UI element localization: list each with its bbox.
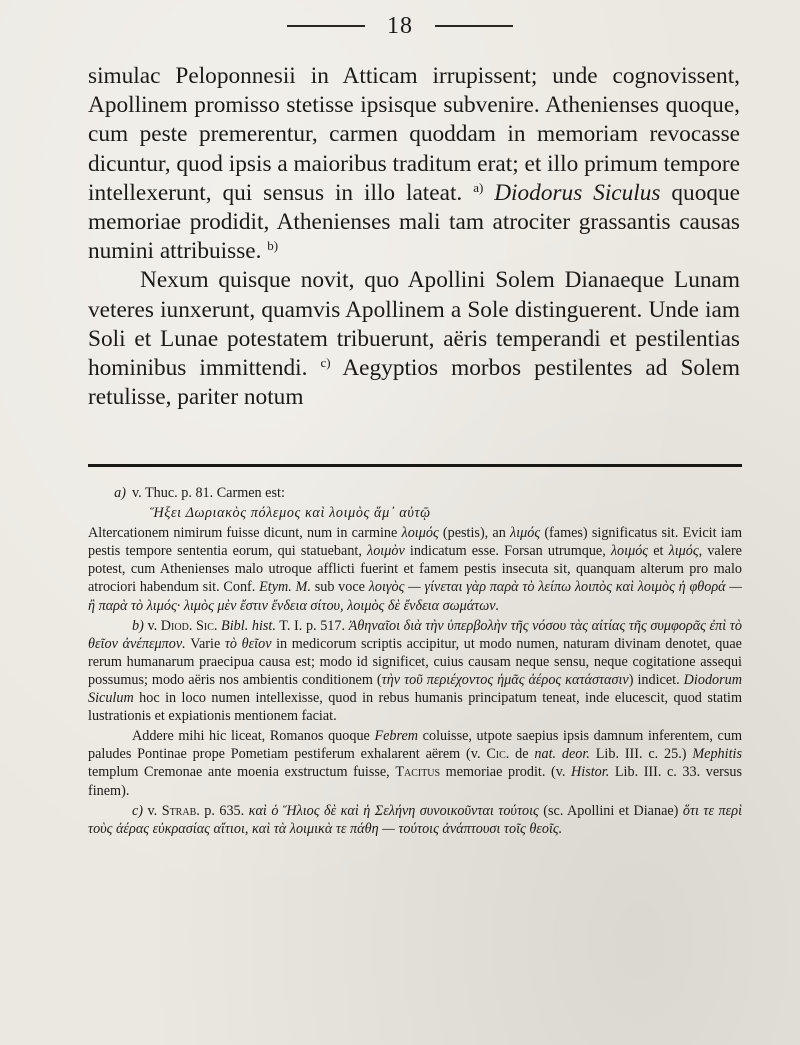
text-run: templum Cremonae ante moenia exstructum fuisse, bbox=[88, 764, 396, 781]
text-run: Lib. III. c. 33. versus finem). bbox=[88, 764, 742, 799]
text-run: λοιμός bbox=[401, 525, 439, 542]
text-run: in medicorum scriptis accipitur, ut modo numen, naturam divinam denotet, quae rerum humanarum praecipua causa est; modo id significet, cuius causam neque sensu, neque cogitatione assequi possumus; modo aëris nos ambientis conditionem ( bbox=[88, 635, 742, 688]
footnote-a-mark: a) bbox=[114, 485, 126, 501]
paragraph-1 bbox=[88, 62, 740, 266]
text-run: sub voce bbox=[310, 579, 369, 596]
text-run: Nexum quisque novit, quo Apollini Solem Dianaeque Lunam veteres iunxerunt, quamvis Apollinem a Sole distinguerent. Unde iam Soli et Lunae potestatem tribuerunt, aëris temperandi et pestilentias hominibus immittendi. bbox=[88, 267, 740, 382]
text-run: Strab. bbox=[161, 802, 200, 819]
footnote-b-mark: b) bbox=[132, 617, 144, 634]
text-run: p. 635. bbox=[199, 802, 249, 819]
text-run: Bibl. hist. bbox=[221, 617, 276, 634]
text-run: T. I. p. 517. bbox=[275, 617, 349, 634]
footnote-a-body bbox=[88, 524, 742, 614]
text-run: et bbox=[648, 543, 669, 560]
page-header bbox=[0, 6, 800, 46]
footnote-a-greek-verse: Ἥξει Δωριακὸς πόλεμος καὶ λοιμὸς ἅμ᾽ αὐτῷ bbox=[150, 505, 431, 522]
text-run: Etym. M. bbox=[259, 579, 311, 596]
text-run: λιμός bbox=[510, 525, 541, 542]
footnote-a-ref: v. Thuc. p. 81. Carmen est: bbox=[132, 485, 285, 501]
text-run: λιμός bbox=[668, 543, 699, 560]
text-run: (pestis), an bbox=[438, 525, 511, 542]
text-run: Diodorum Siculum bbox=[88, 671, 742, 707]
footnote-separator bbox=[88, 464, 742, 467]
text-run: nat. deor. bbox=[534, 746, 590, 763]
text-run: indicatum esse. Forsan utrumque, bbox=[404, 543, 611, 560]
text-run: v. bbox=[147, 802, 162, 819]
text-run: καὶ ὁ Ἥλιος δὲ καὶ ἡ Σελήνη συνοικοῦνται τούτοις bbox=[248, 802, 539, 819]
footnote-c bbox=[88, 802, 742, 838]
text-run: Tacitus bbox=[395, 764, 441, 781]
text-run: Lib. III. c. 25.) bbox=[589, 746, 693, 763]
text-run: b) bbox=[267, 238, 279, 254]
text-run: λοιμὸν bbox=[367, 543, 405, 560]
text-run: Diodorus Siculus bbox=[494, 179, 661, 206]
footnote-b-body bbox=[88, 618, 742, 724]
text-run: c) bbox=[320, 355, 331, 371]
page-number: 18 bbox=[387, 12, 413, 39]
text-run: quoque memoriae prodidit, Athenienses mali tam atrociter grassantis causas numini attribuisse. bbox=[88, 179, 740, 265]
text-run: de bbox=[509, 746, 535, 763]
footnotes bbox=[88, 484, 742, 840]
text-run: ) indicet. bbox=[628, 671, 684, 688]
text-run: Diod. Sic. bbox=[160, 617, 218, 634]
text-run: hoc in loco numen intellexisse, quod in rebus humanis principatum teneat, inde elucescit, quod statim lustrationis et expiationis mentionem faciat. bbox=[88, 690, 742, 725]
footnote-a bbox=[88, 484, 742, 502]
footnote-b bbox=[88, 617, 742, 726]
text-run: ὅτι τε περὶ τοὺς ἀέρας εὐκρασίας αἴτιοι, καὶ τὰ λοιμικὰ τε πάθη — τούτοις ἀνάπτουσι τοῖς θεοῖς. bbox=[88, 802, 743, 837]
text-run: (sc. Apollini et Dianae) bbox=[538, 802, 683, 819]
text-run: , valere potest, cum Athenienses malo utroque afflicti fuerint et famem pestis insecuta sit, quanquam alterum pro malo atrociori habendum sit. Conf. bbox=[88, 543, 742, 596]
paragraph-2 bbox=[88, 266, 740, 412]
text-run: coluisse, utpote saepius ipsis damnum inferentem, cum paludes Pontinae prope Pometiam pestiferum exhalarent aërem (v. bbox=[88, 728, 742, 763]
header-rule-left bbox=[287, 25, 365, 27]
text-run: Varie bbox=[185, 635, 225, 652]
header-rule-right bbox=[435, 25, 513, 27]
text-run: Ἀθηναῖοι διὰ τὴν ὑπερβολὴν τῆς νόσου τὰς αἰτίας τῆς συμφορᾶς ἐπὶ τὸ θεῖον ἀνέπεμπον. bbox=[88, 617, 742, 652]
text-run: a) bbox=[473, 179, 484, 195]
text-run: Addere mihi hic liceat, Romanos quoque bbox=[132, 728, 375, 745]
footnote-c-mark: c) bbox=[132, 802, 144, 819]
text-run: simulac Peloponnesii in Atticam irrupissent; unde cognovissent, Apollinem promisso stetisse ipsisque subvenire. Athenienses quoque, cum peste premerentur, carmen quoddam in memoriam revocasse dicuntur, quod ipsis a maioribus traditum erat; et illo primum tempore intellexerunt, qui sensus in illo lateat. bbox=[88, 63, 740, 206]
footnote-b-addendum bbox=[88, 727, 742, 799]
text-run: τὴν τοῦ περιέχοντος ἡμᾶς ἀέρος κατάστασιν bbox=[381, 671, 629, 688]
text-run: (fames) significatus sit. Evicit iam pestis tempore sententia eorum, qui statuebant, bbox=[88, 525, 742, 560]
text-run: λοιμός bbox=[610, 543, 649, 560]
main-text bbox=[88, 62, 740, 412]
text-run: Mephitis bbox=[692, 746, 742, 763]
text-run: λοιγὸς — γίνεται γὰρ παρὰ τὸ λείπω λοιπὸς καὶ λοιμὸς ἡ φθορά — ἢ παρὰ τὸ λιμός· λιμὸς μὲν ἔστιν ἔνδεια σίτου, λοιμὸς δὲ ἔνδεια σωμάτων. bbox=[88, 579, 742, 614]
text-run: Cic. bbox=[486, 746, 510, 763]
text-run: Altercationem nimirum fuisse dicunt, num in carmine bbox=[88, 525, 402, 542]
text-run: Histor. bbox=[571, 764, 610, 781]
text-run: Febrem bbox=[374, 728, 419, 745]
text-run: memoriae prodit. (v. bbox=[440, 764, 572, 781]
text-run: Aegyptios morbos pestilentes ad Solem retulisse, pariter notum bbox=[88, 355, 740, 411]
footnote-c-body bbox=[88, 803, 742, 837]
text-run bbox=[483, 180, 494, 206]
text-run: τὸ θεῖον bbox=[224, 635, 272, 652]
text-run: v. bbox=[147, 617, 161, 634]
